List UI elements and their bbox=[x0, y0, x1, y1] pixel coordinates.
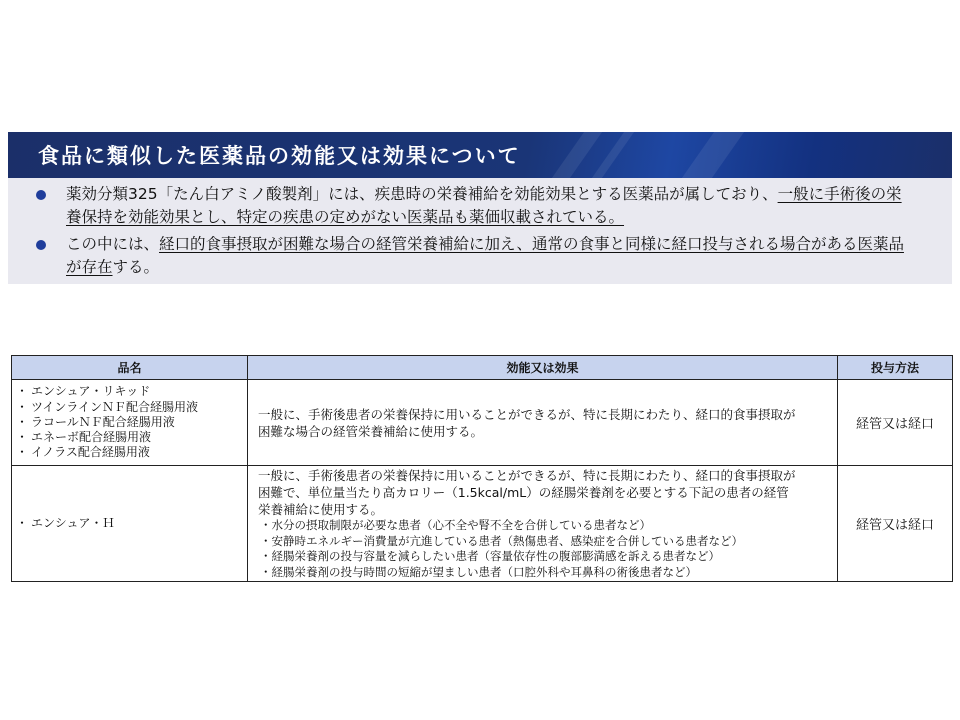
bullet-text-segment: 薬効分類325「たん白アミノ酸製剤」には、疾患時の栄養補給を効能効果とする医薬品が属しており、 bbox=[66, 185, 778, 203]
administration-cell: 経管又は経口 bbox=[838, 466, 953, 582]
condition-item: ・ 安静時エネルギー消費量が亢進している患者（熱傷患者、感染症を合併している患者など） bbox=[260, 534, 833, 550]
efficacy-cell bbox=[248, 380, 838, 466]
table-header-row bbox=[12, 356, 953, 380]
product-list bbox=[16, 384, 243, 460]
bullet-item bbox=[36, 183, 916, 229]
bullet-text-segment: この中には、 bbox=[66, 235, 160, 253]
product-list bbox=[16, 516, 243, 531]
product-names-cell bbox=[12, 380, 248, 466]
efficacy-cell bbox=[248, 466, 838, 582]
product-name: ・ エンシュア・Ｈ bbox=[16, 516, 243, 531]
header-product-name: 品名 bbox=[12, 356, 248, 380]
drug-table bbox=[11, 355, 953, 582]
condition-list bbox=[260, 518, 833, 580]
product-name: ・ エネーボ配合経腸用液 bbox=[16, 430, 243, 445]
efficacy-line: 一般に、手術後患者の栄養保持に用いることができるが、特に長期にわたり、経口的食事摂取が bbox=[258, 406, 796, 422]
condition-item: ・ 経腸栄養剤の投与時間の短縮が望ましい患者（口腔外科や耳鼻科の術後患者など） bbox=[260, 565, 833, 581]
banner-decoration bbox=[552, 132, 602, 178]
table-row bbox=[12, 466, 953, 582]
bullet-item bbox=[36, 233, 916, 279]
efficacy-line: 一般に、手術後患者の栄養保持に用いることができるが、特に長期にわたり、経口的食事摂取が bbox=[258, 468, 796, 483]
bullet-dot-icon bbox=[36, 240, 46, 250]
header-efficacy: 効能又は効果 bbox=[248, 356, 838, 380]
bullet-text-underlined: 経口的食事摂取が困難な場合の経管栄養補給に加え、通常の食事と同様に経口投与される場合がある医薬品が存在 bbox=[66, 235, 904, 276]
efficacy-line: 困難で、単位量当たり高カロリー（1.5kcal/mL）の経腸栄養剤を必要とする下記の患者の経管 bbox=[258, 485, 789, 500]
product-name: ・ イノラス配合経腸用液 bbox=[16, 445, 243, 460]
bullet-text-underlined: 一般に手術後の栄養保持を効能効果とし、特定の疾患の定めがない医薬品も薬価収載されている。 bbox=[66, 185, 902, 226]
administration-cell: 経管又は経口 bbox=[838, 380, 953, 466]
bullet-dot-icon bbox=[36, 190, 46, 200]
banner-decoration bbox=[592, 132, 634, 178]
table-row bbox=[12, 380, 953, 466]
page-title: 食品に類似した医薬品の効能又は効果について bbox=[38, 144, 521, 168]
condition-item: ・ 水分の摂取制限が必要な患者（心不全や腎不全を合併している患者など） bbox=[260, 518, 833, 534]
product-name: ・ ツインラインＮＦ配合経腸用液 bbox=[16, 400, 243, 415]
condition-item: ・ 経腸栄養剤の投与容量を減らしたい患者（容量依存性の腹部膨満感を訴える患者など） bbox=[260, 549, 833, 565]
header-administration: 投与方法 bbox=[838, 356, 953, 380]
bullet-text bbox=[66, 183, 916, 229]
product-names-cell bbox=[12, 466, 248, 582]
summary-box bbox=[8, 178, 952, 284]
bullet-text-segment: する。 bbox=[112, 258, 160, 276]
product-name: ・ エンシュア・リキッド bbox=[16, 384, 243, 399]
bullet-text bbox=[66, 233, 916, 279]
section-banner bbox=[8, 132, 952, 178]
product-name: ・ ラコールＮＦ配合経腸用液 bbox=[16, 415, 243, 430]
banner-decoration bbox=[682, 132, 744, 178]
efficacy-line: 栄養補給に使用する。 bbox=[258, 502, 384, 517]
efficacy-line: 困難な場合の経管栄養補給に使用する。 bbox=[258, 423, 484, 439]
